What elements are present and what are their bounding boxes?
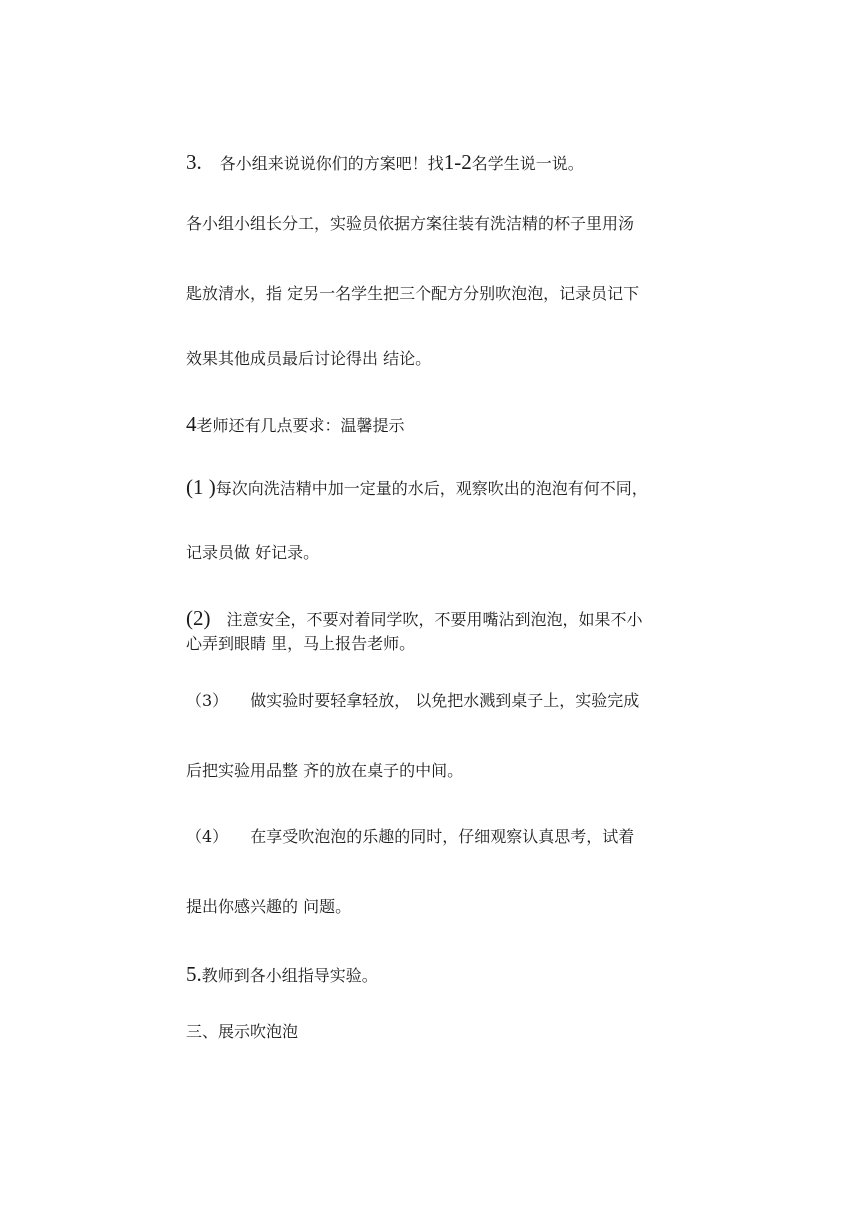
requirement-text: 在享受吹泡泡的乐趣的同时，仔细观察认真思考，试着 xyxy=(250,827,635,846)
requirement-4-line xyxy=(186,825,634,849)
requirement-3-line xyxy=(186,689,639,713)
requirement-text: 做实验时要轻拿轻放， 以免把水溅到桌子上，实验完成 xyxy=(250,691,640,710)
item-number: 5. xyxy=(186,962,202,986)
item-text: 老师还有几点要求：温馨提示 xyxy=(196,416,405,435)
requirement-3-continued: 后把实验用品整 齐的放在桌子的中间。 xyxy=(186,761,464,780)
item-5-line xyxy=(186,962,378,988)
requirement-4-continued: 提出你感兴趣的 问题。 xyxy=(186,897,352,916)
item-number: 4 xyxy=(186,412,197,436)
item-text: 教师到各小组指导实验。 xyxy=(201,966,378,985)
paragraph-line: 各小组小组长分工，实验员依据方案往装有洗洁精的杯子里用汤 xyxy=(186,214,635,233)
paragraph-line: 效果其他成员最后讨论得出 结论。 xyxy=(186,349,432,368)
requirement-number: (2) xyxy=(186,606,211,630)
requirement-2-line xyxy=(186,606,643,632)
item-number: 3. xyxy=(186,150,202,174)
item-text-continued: 名学生说一说。 xyxy=(471,154,584,173)
section-heading: 三、展示吹泡泡 xyxy=(186,1022,299,1041)
item-text: 各小组来说说你们的方案吧！找 xyxy=(219,154,444,173)
paragraph-line: 匙放清水，指 定另一名学生把三个配方分别吹泡泡，记录员记下 xyxy=(186,284,640,303)
item-3-line xyxy=(186,150,584,176)
item-range: 1-2 xyxy=(443,150,472,174)
requirement-text: 注意安全，不要对着同学吹，不要用嘴沾到泡泡，如果不小 xyxy=(226,610,643,629)
item-4-line xyxy=(186,412,405,438)
requirement-1-line xyxy=(186,475,648,501)
requirement-number: (1 ) xyxy=(186,475,216,499)
requirement-number: （4） xyxy=(186,827,229,846)
requirement-2-continued: 心弄到眼睛 里，马上报告老师。 xyxy=(186,634,416,653)
requirement-text: 每次向洗洁精中加一定量的水后，观察吹出的泡泡有何不同， xyxy=(215,479,648,498)
requirement-1-continued: 记录员做 好记录。 xyxy=(186,543,320,562)
requirement-number: （3） xyxy=(186,691,229,710)
